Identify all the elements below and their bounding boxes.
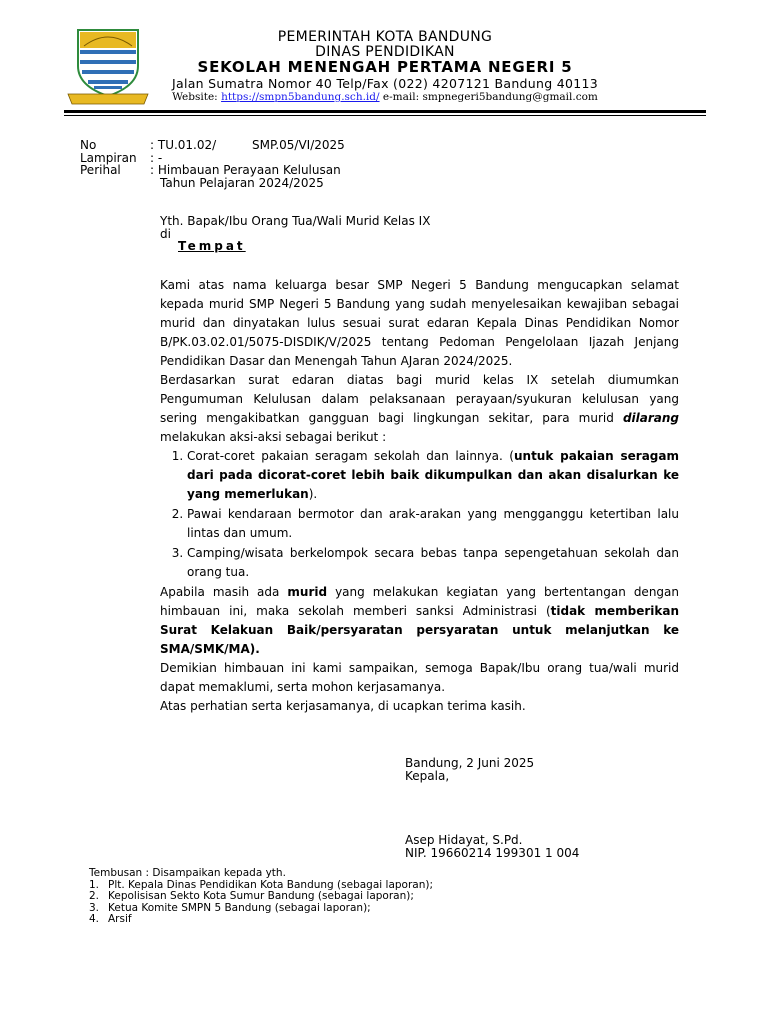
meta-attachment-label: Lampiran: [80, 151, 137, 165]
signature-position: Kepala,: [405, 769, 450, 783]
list-item-1-end: ).: [308, 487, 318, 501]
letterhead-divider-thick: [64, 110, 706, 113]
carbon-copy-title: Tembusan : Disampaikan kepada yth.: [89, 867, 286, 879]
signature-place-date: Bandung, 2 Juni 2025: [405, 756, 535, 770]
list-item-text: Ketua Komite SMPN 5 Bandung (sebagai laporan);: [108, 901, 371, 914]
carbon-copy-list: [89, 880, 433, 926]
addressee-place: Tempat: [178, 239, 246, 253]
list-item-text: Arsif: [108, 913, 132, 925]
body-paragraph-4: Demikian himbauan ini kami sampaikan, semoga Bapak/Ibu orang tua/wali murid dapat memaklumi, serta mohon kerjasamanya.: [160, 661, 679, 694]
list-item-number: 3.: [89, 901, 100, 914]
list-item: [187, 447, 679, 505]
body-paragraph-2-text: Berdasarkan surat edaran diatas bagi murid kelas IX setelah diumumkan Pengumuman Kelulusan dalam pelaksanaan perayaan/syukuran kelulusan yang sering mengakibatkan gangguan bagi lingkungan sekitar, para murid: [160, 373, 679, 425]
email-address: smpnegeri5bandung@gmail.com: [422, 91, 598, 103]
list-item-number: 2.: [89, 890, 100, 902]
meta-number-value: : TU.01.02/: [150, 138, 217, 152]
letterhead-government: PEMERINTAH KOTA BANDUNG: [277, 29, 493, 45]
body-emphasis-dilarang: dilarang: [622, 411, 679, 425]
signature-name: Asep Hidayat, S.Pd.: [405, 833, 523, 847]
list-item-text: Plt. Kepala Dinas Pendidikan Kota Bandung (sebagai laporan);: [108, 878, 434, 891]
addressee-line: Yth. Bapak/Ibu Orang Tua/Wali Murid Kelas IX: [160, 214, 431, 228]
crest-emblem-icon: [60, 24, 156, 108]
letterhead-contact: [152, 91, 618, 103]
body-paragraph-5: Atas perhatian serta kerjasamanya, di ucapkan terima kasih.: [160, 699, 526, 713]
website-label: Website:: [172, 91, 218, 103]
city-crest-logo: [60, 24, 156, 108]
letterhead-address: Jalan Sumatra Nomor 40 Telp/Fax (022) 4207121 Bandung 40113: [172, 76, 598, 91]
body-paragraph-3-bold-sanction: tidak memberikan Surat Kelakuan Baik/persyaratan persyaratan untuk melanjutkan ke SMA/SMK/MA).: [160, 604, 679, 656]
carbon-copy-section: [89, 868, 433, 926]
list-item-1-text: Corat-coret pakaian seragam sekolah dan lainnya. (: [187, 449, 514, 463]
body-paragraph-3-bold-murid: murid: [287, 585, 328, 599]
email-label: e-mail:: [382, 91, 420, 103]
body-paragraph-2: [160, 371, 679, 447]
body-paragraph-1: Kami atas nama keluarga besar SMP Negeri 5 Bandung mengucapkan selamat kepada murid SMP Negeri 5 Bandung yang sudah menyelesaikan kewajiban sebagai murid dan dinyatakan lulus sesuai surat edaran Kepala Dinas Pendidikan Nomor B/PK.03.02.01/5075-DISDIK/V/2025 tentang Pedoman Pengelolaan Ijazah Jenjang Pendidikan Dasar dan Menengah Tahun AJaran 2024/2025.: [160, 278, 679, 368]
list-item: [89, 914, 433, 926]
meta-subject-label: Perihal: [80, 163, 121, 177]
list-item-text: Kepolisisan Sekto Kota Sumur Bandung (sebagai laporan);: [108, 890, 414, 902]
website-link[interactable]: https://smpn5bandung.sch.id/: [221, 91, 380, 103]
body-paragraph-3-text-mid: yang melakukan kegiatan yang bertentangan dengan himbauan ini, maka sekolah memberi sanksi Administrasi (: [160, 585, 679, 618]
meta-subject-value: : Himbauan Perayaan Kelulusan: [150, 163, 341, 177]
body-paragraph-2-text-end: melakukan aksi-aksi sebagai berikut :: [160, 430, 387, 444]
letter-body: [160, 276, 679, 716]
signature-nip: NIP. 19660214 199301 1 004: [405, 846, 580, 860]
prohibited-actions-list: [160, 447, 679, 583]
letterhead-school-name: SEKOLAH MENENGAH PERTAMA NEGERI 5: [197, 58, 573, 76]
meta-subject-value-2: Tahun Pelajaran 2024/2025: [160, 176, 324, 190]
body-paragraph-3-text: Apabila masih ada: [160, 585, 288, 599]
meta-attachment-value: : -: [150, 151, 163, 165]
list-item-1-bold: untuk pakaian seragam dari pada dicorat-coret lebih baik dikumpulkan dan akan disalurkan ke yang memerlukan: [187, 449, 679, 501]
list-item-number: 1.: [89, 878, 100, 891]
body-paragraph-3: [160, 583, 679, 659]
meta-number-label: No: [80, 138, 97, 152]
meta-number-value-suffix: SMP.05/VI/2025: [252, 138, 345, 152]
list-item: 2. Pawai kendaraan bermotor dan arak-arakan yang mengganggu ketertiban lalu lintas dan umum.: [187, 505, 679, 544]
addressee-di: di: [160, 227, 171, 241]
list-item: 3. Camping/wisata berkelompok secara bebas tanpa sepengetahuan sekolah dan orang tua.: [187, 544, 679, 583]
list-item: [89, 903, 433, 915]
letterhead-department: DINAS PENDIDIKAN: [315, 44, 455, 60]
list-item-number: 4.: [89, 913, 100, 925]
letterhead-divider-thin: [64, 115, 706, 116]
